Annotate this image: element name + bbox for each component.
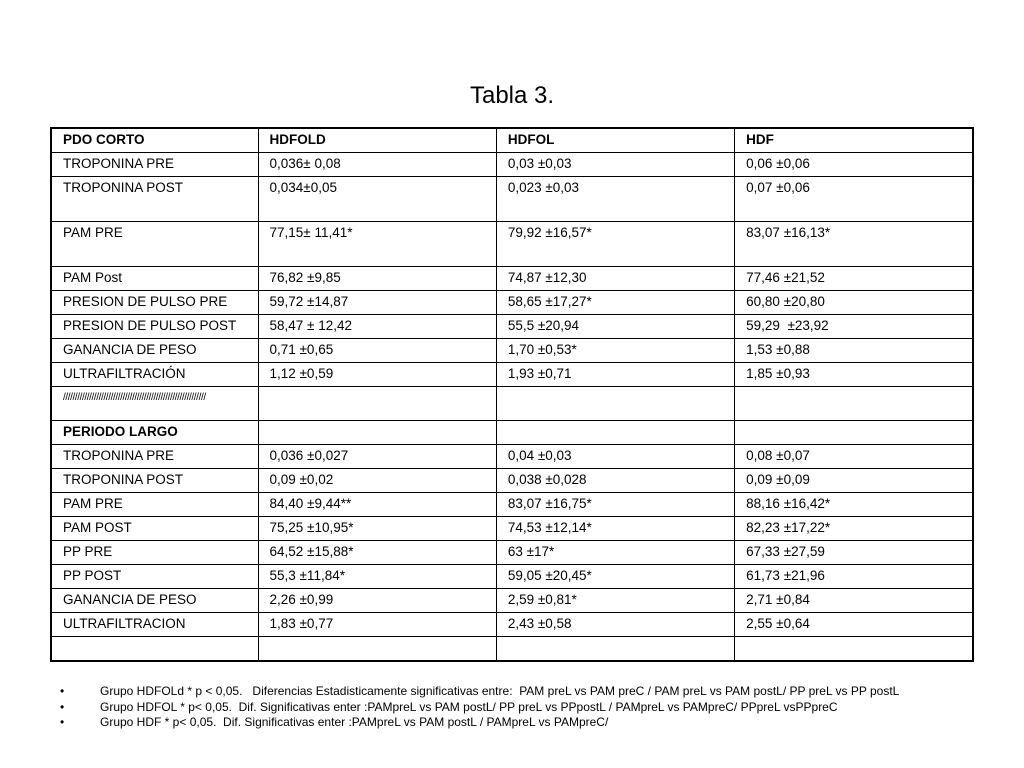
cell-hdfold: 0,09 ±0,02 [258, 469, 496, 493]
row-label: PP PRE [51, 541, 258, 565]
cell-hdf: 0,06 ±0,06 [735, 153, 973, 177]
cell-hdfol: 0,04 ±0,03 [496, 445, 734, 469]
bullet-icon: • [60, 684, 65, 698]
cell-hdfold: 77,15± 11,41* [258, 222, 496, 267]
row-label: PAM PRE [51, 222, 258, 267]
header-hdfold: HDFOLD [258, 128, 496, 153]
cell-hdfol: 83,07 ±16,75* [496, 493, 734, 517]
cell-hdfold: 2,26 ±0,99 [258, 589, 496, 613]
cell-hdfold: 1,83 ±0,77 [258, 613, 496, 637]
table-row [51, 517, 973, 541]
table-row [51, 565, 973, 589]
results-table [50, 127, 974, 662]
cell-hdf: 61,73 ±21,96 [735, 565, 973, 589]
table-row [51, 445, 973, 469]
section-header-periodo-largo: PERIODO LARGO [51, 421, 258, 445]
empty-cell [735, 421, 973, 445]
cell-hdfol: 74,87 ±12,30 [496, 267, 734, 291]
table-row [51, 613, 973, 637]
row-label: PAM PRE [51, 493, 258, 517]
cell-hdfold: 59,72 ±14,87 [258, 291, 496, 315]
cell-hdfold: 64,52 ±15,88* [258, 541, 496, 565]
footnote-text: Grupo HDFOL * p< 0,05. Dif. Significativas enter :PAMpreL vs PAM postL/ PP preL vs PPpostL / PAMpreL vs PAMpreC/ PPpreL vsPPpreC [100, 699, 838, 714]
row-label: PAM POST [51, 517, 258, 541]
row-label: TROPONINA POST [51, 177, 258, 222]
cell-hdfol: 2,43 ±0,58 [496, 613, 734, 637]
cell-hdfold: 84,40 ±9,44** [258, 493, 496, 517]
cell-hdf: 82,23 ±17,22* [735, 517, 973, 541]
row-label: TROPONINA POST [51, 469, 258, 493]
table-row [51, 493, 973, 517]
cell-hdfold: 76,82 ±9,85 [258, 267, 496, 291]
cell-hdfold: 1,12 ±0,59 [258, 363, 496, 387]
table-row [51, 177, 973, 222]
row-label: TROPONINA PRE [51, 153, 258, 177]
cell-hdfol: 59,05 ±20,45* [496, 565, 734, 589]
table-row [51, 541, 973, 565]
cell-hdfold: 55,3 ±11,84* [258, 565, 496, 589]
cell-hdfold: 0,036± 0,08 [258, 153, 496, 177]
cell-hdfol: 79,92 ±16,57* [496, 222, 734, 267]
separator-slashes: //////////////////////////////////////////////////////////// [51, 387, 258, 421]
table-row [51, 291, 973, 315]
table-row [51, 267, 973, 291]
cell-hdf: 77,46 ±21,52 [735, 267, 973, 291]
separator-row [51, 387, 973, 421]
cell-hdf: 2,55 ±0,64 [735, 613, 973, 637]
cell-hdfol: 58,65 ±17,27* [496, 291, 734, 315]
table-row [51, 363, 973, 387]
cell-hdf: 83,07 ±16,13* [735, 222, 973, 267]
cell-hdfold: 0,034±0,05 [258, 177, 496, 222]
slide-title: Tabla 3. [469, 82, 555, 109]
cell-hdf: 0,07 ±0,06 [735, 177, 973, 222]
header-hdf: HDF [735, 128, 973, 153]
empty-cell [735, 387, 973, 421]
cell-hdfol: 0,023 ±0,03 [496, 177, 734, 222]
cell-hdf: 67,33 ±27,59 [735, 541, 973, 565]
cell-hdf: 88,16 ±16,42* [735, 493, 973, 517]
bullet-icon: • [60, 699, 65, 714]
section-header-row [51, 421, 973, 445]
cell-hdfold: 0,71 ±0,65 [258, 339, 496, 363]
cell-hdfol: 0,03 ±0,03 [496, 153, 734, 177]
cell-hdf: 59,29 ±23,92 [735, 315, 973, 339]
cell-hdfol: 74,53 ±12,14* [496, 517, 734, 541]
row-label: TROPONINA PRE [51, 445, 258, 469]
row-label: PRESION DE PULSO POST [51, 315, 258, 339]
cell-hdf: 1,53 ±0,88 [735, 339, 973, 363]
row-label: PP POST [51, 565, 258, 589]
empty-cell [258, 637, 496, 662]
table-row [51, 469, 973, 493]
footnote-item [60, 684, 1000, 700]
empty-cell [496, 387, 734, 421]
cell-hdfold: 58,47 ± 12,42 [258, 315, 496, 339]
table-row [51, 153, 973, 177]
table-header-row [51, 128, 973, 153]
cell-hdfol: 0,038 ±0,028 [496, 469, 734, 493]
empty-cell [496, 421, 734, 445]
table-row [51, 315, 973, 339]
footnotes-list [60, 684, 1000, 731]
cell-hdfold: 75,25 ±10,95* [258, 517, 496, 541]
row-label: PRESION DE PULSO PRE [51, 291, 258, 315]
row-label: ULTRAFILTRACION [51, 613, 258, 637]
header-hdfol: HDFOL [496, 128, 734, 153]
results-table-container [50, 127, 974, 662]
empty-row [51, 637, 973, 662]
cell-hdfol: 2,59 ±0,81* [496, 589, 734, 613]
cell-hdfol: 63 ±17* [496, 541, 734, 565]
footnote-item [60, 700, 1000, 716]
header-pdo-corto: PDO CORTO [51, 128, 258, 153]
cell-hdf: 2,71 ±0,84 [735, 589, 973, 613]
table-row [51, 339, 973, 363]
cell-hdfol: 1,70 ±0,53* [496, 339, 734, 363]
cell-hdf: 60,80 ±20,80 [735, 291, 973, 315]
footnote-item [60, 715, 1000, 731]
cell-hdfol: 55,5 ±20,94 [496, 315, 734, 339]
cell-hdf: 1,85 ±0,93 [735, 363, 973, 387]
empty-cell [258, 421, 496, 445]
row-label: GANANCIA DE PESO [51, 339, 258, 363]
empty-cell [496, 637, 734, 662]
cell-hdfol: 1,93 ±0,71 [496, 363, 734, 387]
cell-hdf: 0,08 ±0,07 [735, 445, 973, 469]
table-row [51, 222, 973, 267]
empty-cell [735, 637, 973, 662]
cell-hdfold: 0,036 ±0,027 [258, 445, 496, 469]
empty-cell [258, 387, 496, 421]
row-label: GANANCIA DE PESO [51, 589, 258, 613]
footnote-text: Grupo HDF * p< 0,05. Dif. Significativas enter :PAMpreL vs PAM postL / PAMpreL vs PAMpreC/ [100, 715, 609, 729]
row-label: PAM Post [51, 267, 258, 291]
footnote-text: Grupo HDFOLd * p < 0,05. Diferencias Estadisticamente significativas entre: PAM preL vs PAM preC / PAM preL vs PAM postL/ PP preL vs PP postL [100, 684, 900, 698]
table-row [51, 589, 973, 613]
row-label: ULTRAFILTRACIÓN [51, 363, 258, 387]
cell-hdf: 0,09 ±0,09 [735, 469, 973, 493]
empty-cell [51, 637, 258, 662]
bullet-icon: • [60, 715, 65, 729]
